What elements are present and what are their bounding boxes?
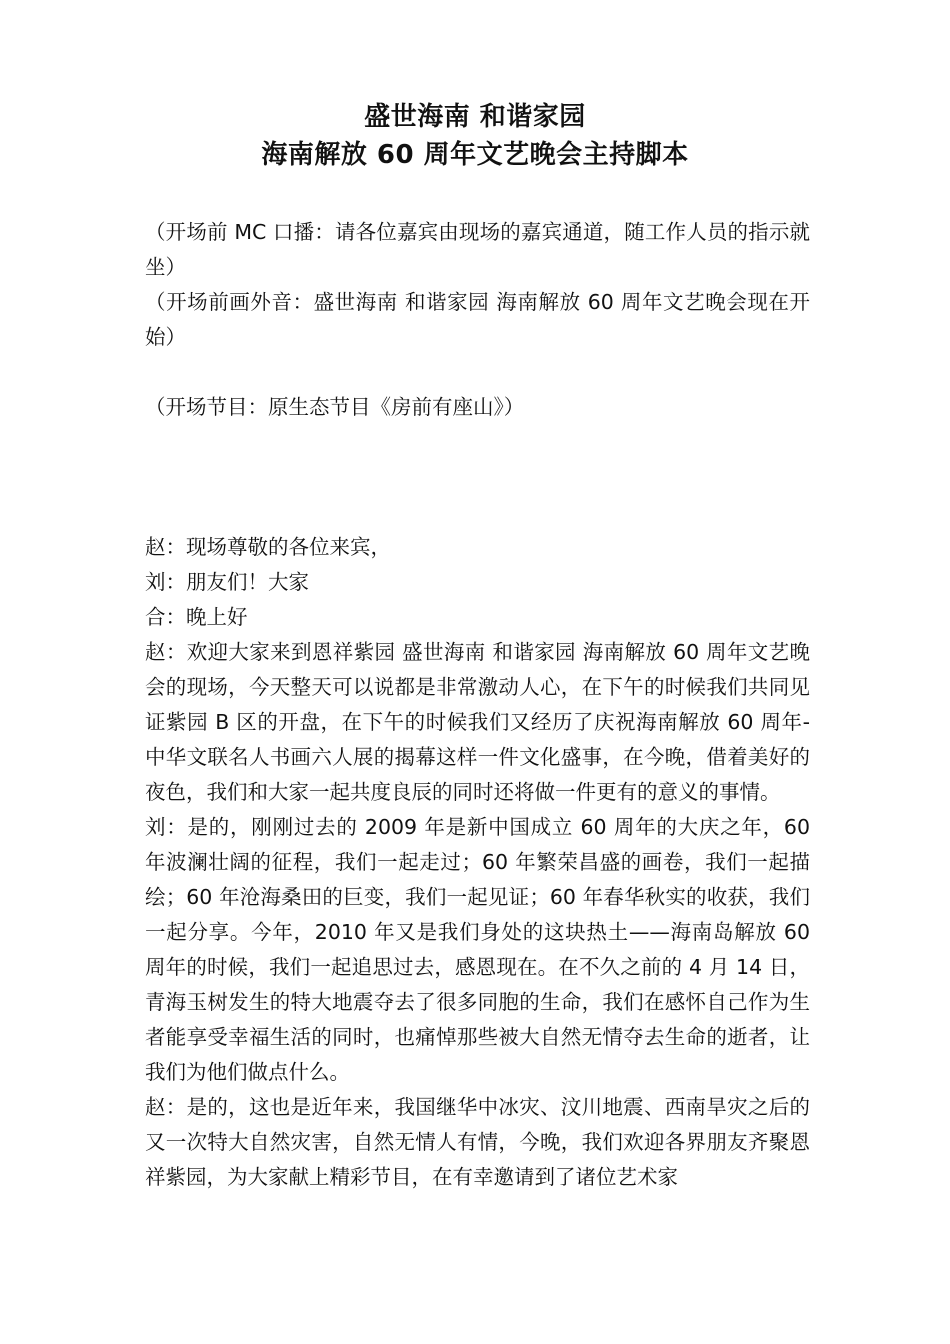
document-title <box>0 98 950 174</box>
dialogue-line: 刘：是的，刚刚过去的 2009 年是新中国成立 60 周年的大庆之年，60 年波澜壮阔的征程，我们一起走过；60 年繁荣昌盛的画卷，我们一起描绘；60 年沧海桑田的巨变，我们一起见证；60 年春华秋实的收获，我们一起分享。今年，2010 年又是我们身处的这块热土——海南岛解放 60 周年的时候，我们一起追思过去，感恩现在。在不久之前的 4 月 14 日，青海玉树发生的特大地震夺去了很多同胞的生命，我们在感怀自己作为生者能享受幸福生活的同时，也痛悼那些被大自然无情夺去生命的逝者，让我们为他们做点什么。 <box>145 815 810 1084</box>
dialogue-line: 赵：是的，这也是近年来，我国继华中冰灾、汶川地震、西南旱灾之后的又一次特大自然灾害，自然无情人有情，今晚，我们欢迎各界朋友齐聚恩祥紫园，为大家献上精彩节目，在有幸邀请到了诸位艺术家 <box>145 1095 810 1189</box>
stage-note-voiceover: （开场前画外音：盛世海南 和谐家园 海南解放 60 周年文艺晚会现在开始） <box>145 290 810 349</box>
paragraph-gap <box>145 425 810 495</box>
stage-note-opening-program: （开场节目：原生态节目《房前有座山》） <box>145 395 525 419</box>
dialogue-line: 赵：现场尊敬的各位来宾， <box>145 535 391 559</box>
document-body <box>145 215 810 1195</box>
paragraph-gap <box>145 355 810 390</box>
dialogue-line: 合：晚上好 <box>145 605 248 629</box>
dialogue-line: 刘：朋友们！大家 <box>145 570 309 594</box>
title-line-1: 盛世海南 和谐家园 <box>364 102 586 132</box>
stage-note-mc: （开场前 MC 口播：请各位嘉宾由现场的嘉宾通道，随工作人员的指示就坐） <box>145 220 810 279</box>
paragraph-gap <box>145 495 810 530</box>
title-line-2: 海南解放 60 周年文艺晚会主持脚本 <box>261 140 689 170</box>
dialogue-line: 赵：欢迎大家来到恩祥紫园 盛世海南 和谐家园 海南解放 60 周年文艺晚会的现场，今天整天可以说都是非常激动人心，在下午的时候我们共同见证紫园 B 区的开盘，在下午的时候我们又经历了庆祝海南解放 60 周年-中华文联名人书画六人展的揭幕这样一件文化盛事，在今晚，借着美好的夜色，我们和大家一起共度良辰的同时还将做一件更有的意义的事情。 <box>145 640 810 804</box>
